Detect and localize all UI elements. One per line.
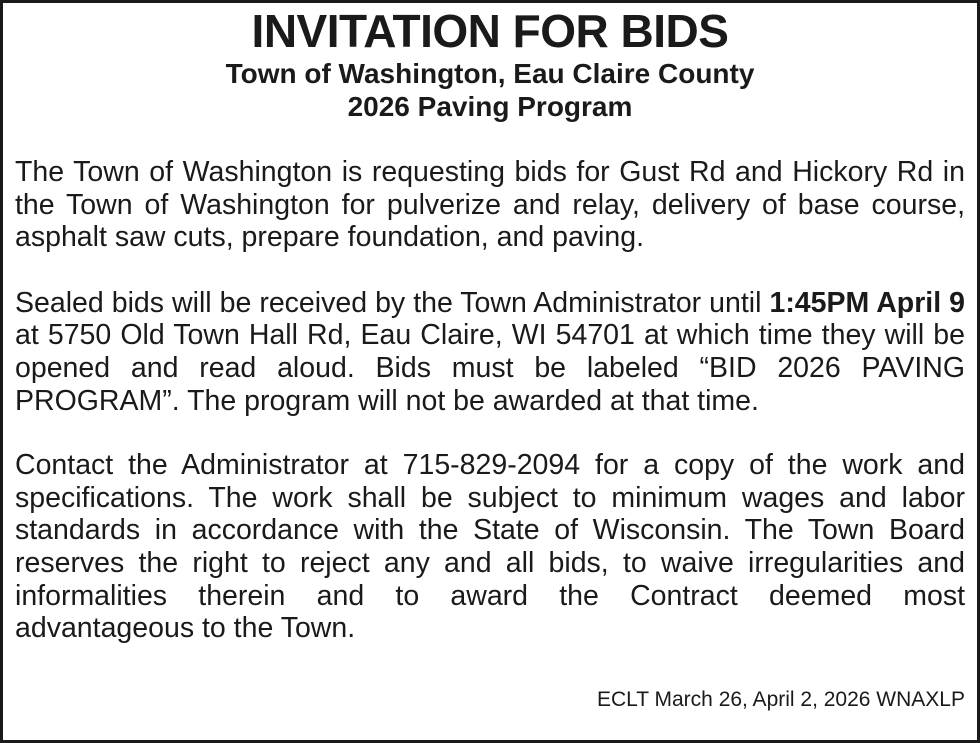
paragraph-contact: Contact the Administrator at 715-829-2094 for a copy of the work and specifications. The work shall be subject to minimum wages and labor standards in accordance with the State of Wisconsin. The Town Board reserves the right to reject any and all bids, to waive irregularities and informalities therein and to award the Contract deemed most advantageous to the Town. bbox=[15, 449, 965, 645]
paragraph-request: The Town of Washington is requesting bids for Gust Rd and Hickory Rd in the Town of Washington for pulverize and relay, delivery of base course, asphalt saw cuts, prepare foundation, and paving. bbox=[15, 156, 965, 254]
notice-title: INVITATION FOR BIDS bbox=[251, 5, 729, 57]
paragraph-sealed-bids bbox=[15, 287, 965, 417]
publication-line: ECLT March 26, April 2, 2026 WNAXLP bbox=[596, 688, 965, 711]
sealed-bids-intro: Sealed bids will be received by the Town Administrator until bbox=[15, 286, 770, 319]
notice-subtitle-town: Town of Washington, Eau Claire County bbox=[225, 58, 755, 89]
sealed-bids-details: at 5750 Old Town Hall Rd, Eau Claire, WI 54701 at which time they will be opened and read aloud. Bids must be labeled “BID 2026 PAVING PROGRAM”. The program will not be awarded at that time. bbox=[15, 319, 965, 417]
notice-subtitle-program: 2026 Paving Program bbox=[347, 91, 633, 122]
bid-deadline: 1:45PM April 9 bbox=[769, 286, 965, 319]
